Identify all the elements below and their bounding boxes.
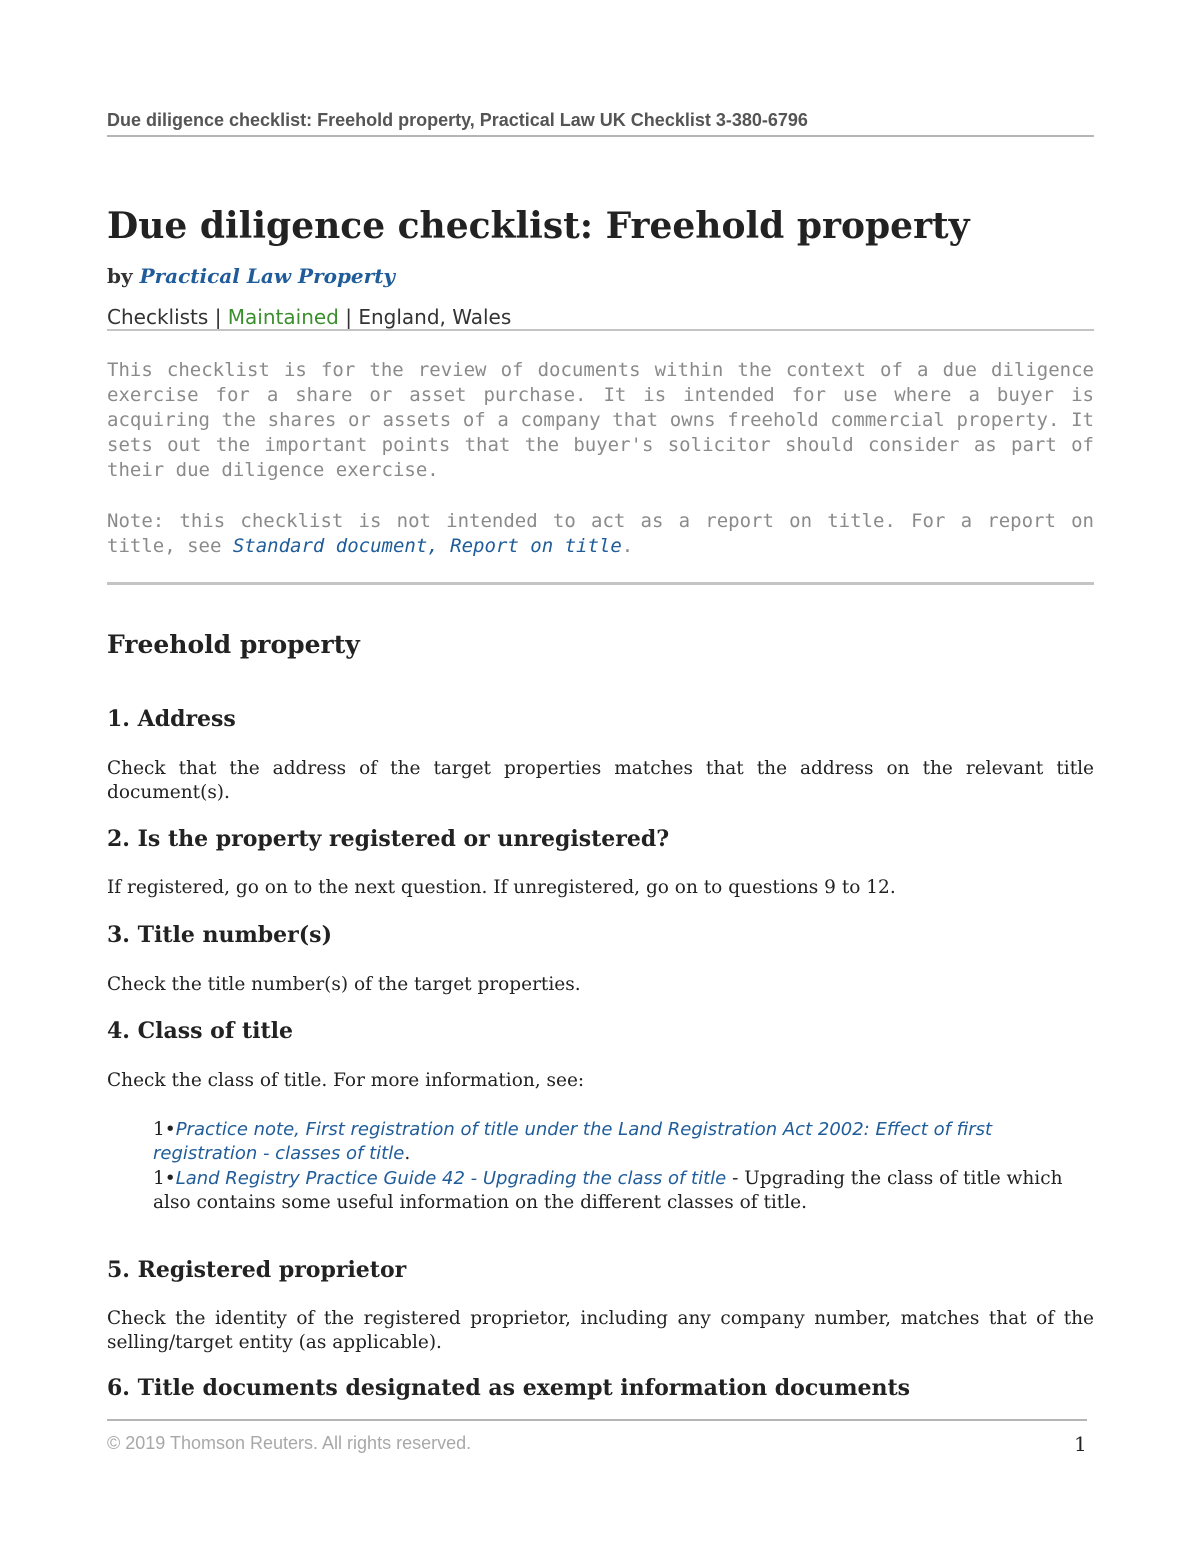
note-text: Note: this checklist is not intended to act as a report on title. For a report on title, see — [107, 510, 1094, 557]
note-end: . — [621, 535, 634, 557]
practice-note-link[interactable]: Practice note, First registration of title under the Land Registration Act 2002: Effect of first registration - classes of title — [153, 1119, 993, 1164]
question-body: Check the class of title. For more information, see: — [107, 1070, 585, 1091]
meta-separator: | — [214, 305, 222, 329]
meta-status: Maintained — [227, 305, 339, 329]
meta-divider — [107, 329, 1094, 331]
page-number: 1 — [1074, 1432, 1087, 1456]
byline — [107, 264, 395, 288]
bullet-marker: 1• — [153, 1168, 176, 1189]
meta-separator: | — [345, 305, 352, 329]
question-heading: 1. Address — [107, 706, 236, 732]
question-body: Check the title number(s) of the target properties. — [107, 974, 581, 995]
report-on-title-link[interactable]: Standard document, Report on title — [232, 535, 622, 557]
running-header: Due diligence checklist: Freehold property, Practical Law UK Checklist 3-380-6796 — [107, 110, 808, 130]
question-body: Check the identity of the registered proprietor, including any company number, matches that of the selling/target entity (as applicable). — [107, 1308, 1094, 1353]
header-divider — [107, 135, 1094, 137]
document-title: Due diligence checklist: Freehold property — [107, 205, 970, 247]
list-item — [153, 1167, 1094, 1215]
byline-prefix: by — [107, 264, 133, 288]
question-heading: 3. Title number(s) — [107, 922, 332, 948]
meta-jurisdiction: England, Wales — [358, 305, 512, 329]
question-heading: 5. Registered proprietor — [107, 1257, 407, 1283]
question-heading: 6. Title documents designated as exempt information documents — [107, 1375, 911, 1401]
question-body: If registered, go on to the next question. If unregistered, go on to questions 9 to 12. — [107, 877, 896, 898]
section-title: Freehold property — [107, 630, 360, 659]
question-heading: 4. Class of title — [107, 1018, 294, 1044]
footer-divider — [107, 1419, 1087, 1421]
abstract: This checklist is for the review of documents within the context of a due diligence exercise for a share or asset purchase. It is intended for use where a buyer is acquiring the shares or assets of a company that owns freehold commercial property. It sets out the important points that the buyer's solicitor should consider as part of their due diligence exercise. — [107, 359, 1094, 481]
bullet-tail: - Upgrading the class of title which also contains some useful information on the different classes of title. — [153, 1168, 1063, 1213]
list-item — [153, 1118, 1094, 1166]
question-heading: 2. Is the property registered or unregistered? — [107, 826, 670, 852]
bullet-marker: 1• — [153, 1119, 176, 1140]
practice-guide-link[interactable]: Land Registry Practice Guide 42 - Upgrading the class of title — [175, 1168, 727, 1189]
document-meta — [107, 305, 511, 329]
copyright: © 2019 Thomson Reuters. All rights reserved. — [107, 1433, 472, 1453]
bullet-tail: . — [404, 1143, 411, 1164]
abstract-divider — [107, 582, 1094, 585]
note — [107, 509, 1094, 559]
author-link[interactable]: Practical Law Property — [139, 264, 396, 288]
meta-type: Checklists — [107, 305, 209, 329]
question-body: Check that the address of the target properties matches that the address on the relevant title document(s). — [107, 758, 1094, 803]
